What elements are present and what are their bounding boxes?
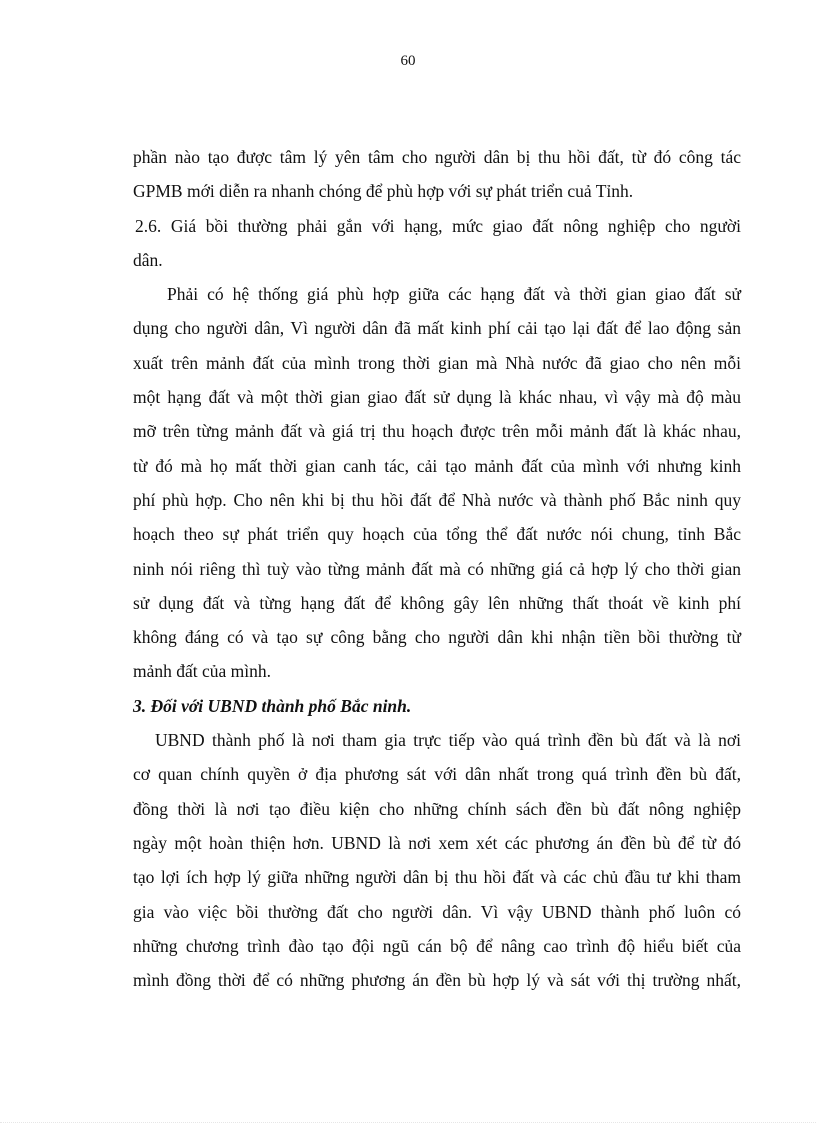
text-line: xuất trên mảnh đất của mình trong thời gian mà Nhà nước đã giao cho nên mỗi — [133, 352, 741, 373]
text-line: ninh nói riêng thì tuỳ vào từng mảnh đất mà có những giá cả hợp lý cho thời gian — [133, 558, 741, 579]
text-line: đồng thời là nơi tạo điều kiện cho những chính sách đền bù đất nông nghiệp — [133, 798, 741, 819]
text-line: Phải có hệ thống giá phù hợp giữa các hạng đất và thời gian giao đất sử — [167, 284, 741, 305]
text-line: dụng cho người dân, Vì người dân đã mất kinh phí cải tạo lại đất để lao động sản — [133, 318, 741, 339]
paragraph-pricing-system — [133, 277, 741, 689]
text-line: gia vào việc bồi thường đất cho người dân. Vì vậy UBND thành phố luôn có — [133, 901, 741, 922]
heading-line: dân. — [133, 249, 163, 270]
paragraph-ubnd-role — [133, 723, 741, 997]
text-line: phí phù hợp. Cho nên khi bị thu hồi đất để Nhà nước và thành phố Bắc ninh quy — [133, 489, 741, 510]
text-line: mình đồng thời để có những phương án đền bù hợp lý và sát với thị trường nhất, — [133, 970, 741, 991]
text-line: ngày một hoàn thiện hơn. UBND là nơi xem xét các phương án đền bù để từ đó — [133, 832, 741, 853]
text-line: hoạch theo sự phát triển quy hoạch của tổng thể đất nước nói chung, tỉnh Bắc — [133, 524, 741, 545]
text-line: mỡ trên từng mảnh đất và giá trị thu hoạch được trên mỗi mảnh đất là khác nhau, — [133, 421, 741, 442]
page-number: 60 — [400, 53, 416, 69]
heading-line: 2.6. Giá bồi thường phải gắn với hạng, mức giao đất nông nghiệp cho người — [135, 215, 741, 236]
text-line: không đáng có và tạo sự công bằng cho người dân khi nhận tiền bồi thường từ — [133, 627, 741, 648]
text-line: sử dụng đất và từng hạng đất để không gây lên những thất thoát về kinh phí — [133, 592, 741, 613]
text-line: từ đó mà họ mất thời gian canh tác, cải tạo mảnh đất của mình với nhưng kinh — [133, 455, 741, 476]
heading-title: 3. Đối với UBND thành phố Bắc ninh. — [133, 695, 412, 716]
section-heading-3 — [133, 689, 741, 723]
section-heading-2-6 — [133, 209, 741, 278]
text-line: phần nào tạo được tâm lý yên tâm cho người dân bị thu hồi đất, từ đó công tác — [133, 147, 741, 167]
text-line: GPMB mới diễn ra nhanh chóng để phù hợp với sự phát triển cuả Tỉnh. — [133, 181, 634, 202]
text-line: cơ quan chính quyền ở địa phương sát với dân nhất trong quá trình đền bù đất, — [133, 764, 741, 785]
paragraph-continuation — [133, 140, 741, 209]
text-line: UBND thành phố là nơi tham gia trực tiếp vào quá trình đền bù đất và là nơi — [155, 730, 741, 751]
text-line: những chương trình đào tạo đội ngũ cán bộ để nâng cao trình độ hiểu biết của — [133, 935, 741, 956]
text-line: tạo lợi ích hợp lý giữa những người dân bị thu hồi đất và các chủ đầu tư khi tham — [133, 867, 741, 888]
text-line: mảnh đất của mình. — [133, 661, 272, 682]
text-line: một hạng đất và một thời gian giao đất sử dụng là khác nhau, vì vậy mà độ màu — [133, 387, 741, 408]
document-body — [133, 140, 741, 997]
